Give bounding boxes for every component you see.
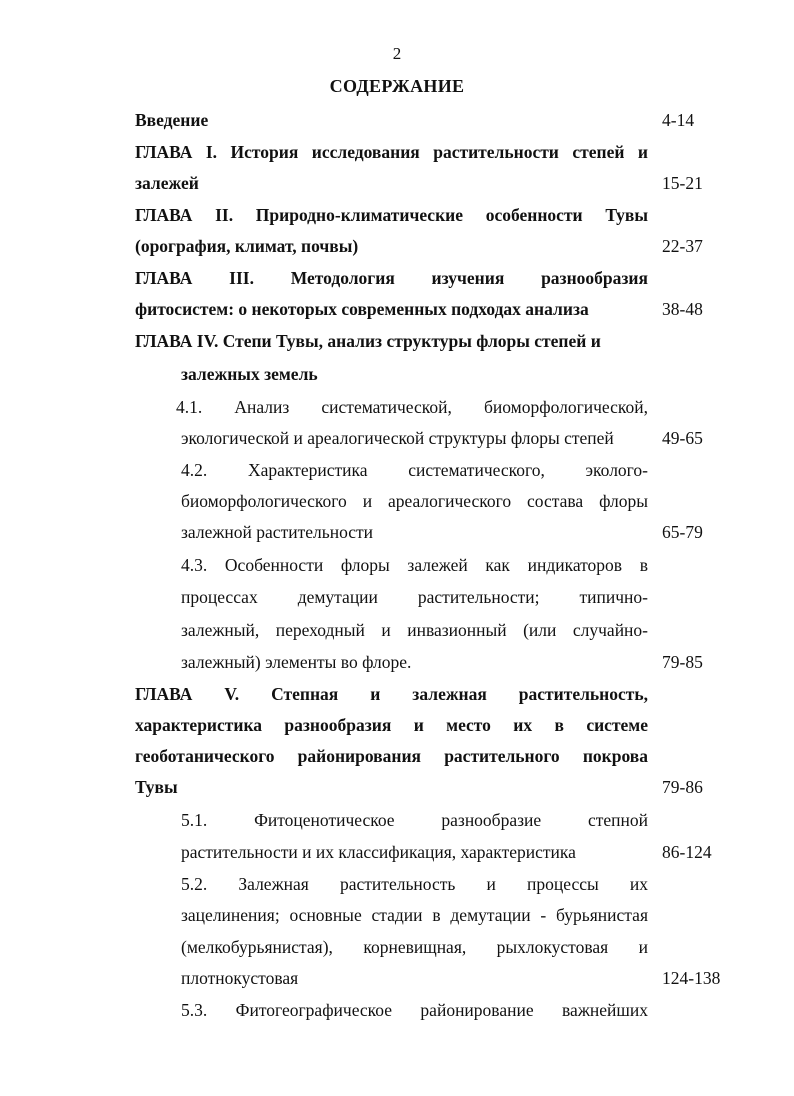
toc-ch3-line2: фитосистем: о некоторых современных подходах анализа	[135, 299, 589, 319]
toc-4-3-line3: залежный, переходный и инвазионный (или случайно-	[181, 620, 648, 640]
toc-4-2-pages: 65-79	[662, 522, 703, 542]
toc-ch5-line3: геоботанического районирования растительного покрова	[135, 746, 648, 766]
toc-5-2-line2: зацелинения; основные стадии в демутации - бурьянистая	[181, 905, 648, 925]
toc-intro-title: Введение	[135, 110, 209, 130]
toc-5-2-line4: плотнокустовая	[181, 968, 299, 988]
toc-4-3-line1: 4.3. Особенности флоры залежей как индикаторов в	[181, 555, 648, 575]
toc-ch3-pages: 38-48	[662, 299, 703, 319]
toc-5-2-line3: (мелкобурьянистая), корневищная, рыхлокустовая и	[181, 937, 648, 957]
toc-ch5-line1: ГЛАВА V. Степная и залежная растительность,	[135, 684, 648, 704]
toc-4-3-pages: 79-85	[662, 652, 703, 672]
toc-4-1-line1: 4.1. Анализ систематической, биоморфологической,	[176, 397, 648, 417]
toc-5-2-pages: 124-138	[662, 968, 721, 988]
toc-ch5-pages: 79-86	[662, 777, 703, 797]
toc-4-3-line2: процессах демутации растительности; типично-	[181, 587, 648, 607]
toc-ch1-pages: 15-21	[662, 173, 703, 193]
toc-4-2-line2: биоморфологического и ареалогического состава флоры	[181, 491, 648, 511]
toc-4-1-line2: экологической и ареалогической структуры флоры степей	[181, 428, 614, 448]
toc-5-1-pages: 86-124	[662, 842, 712, 862]
toc-ch4-line2: залежных земель	[181, 364, 318, 384]
toc-5-2-line1: 5.2. Залежная растительность и процессы их	[181, 874, 648, 894]
toc-5-1-line1: 5.1. Фитоценотическое разнообразие степной	[181, 810, 648, 830]
toc-ch1-line1: ГЛАВА I. История исследования растительности степей и	[135, 142, 648, 162]
toc-ch2-line2: (орография, климат, почвы)	[135, 236, 359, 256]
toc-intro-pages: 4-14	[662, 110, 695, 130]
toc-4-1-pages: 49-65	[662, 428, 703, 448]
toc-5-1-line2: растительности и их классификация, характеристика	[181, 842, 576, 862]
toc-ch5-line2: характеристика разнообразия и место их в системе	[135, 715, 648, 735]
toc-ch4-line1: ГЛАВА IV. Степи Тувы, анализ структуры флоры степей и	[135, 331, 601, 351]
toc-ch1-line2: залежей	[135, 173, 199, 193]
toc-ch3-line1: ГЛАВА III. Методология изучения разнообразия	[135, 268, 648, 288]
toc-ch5-line4: Тувы	[135, 777, 178, 797]
toc-4-2-line3: залежной растительности	[181, 522, 374, 542]
page-number: 2	[392, 44, 402, 63]
toc-4-3-line4: залежный) элементы во флоре.	[181, 652, 412, 672]
toc-ch2-line1: ГЛАВА II. Природно-климатические особенности Тувы	[135, 205, 648, 225]
toc-5-3-line1: 5.3. Фитогеографическое районирование важнейших	[181, 1000, 648, 1020]
toc-4-2-line1: 4.2. Характеристика систематического, эколого-	[181, 460, 648, 480]
page-title: СОДЕРЖАНИЕ	[329, 76, 465, 96]
toc-ch2-pages: 22-37	[662, 236, 703, 256]
